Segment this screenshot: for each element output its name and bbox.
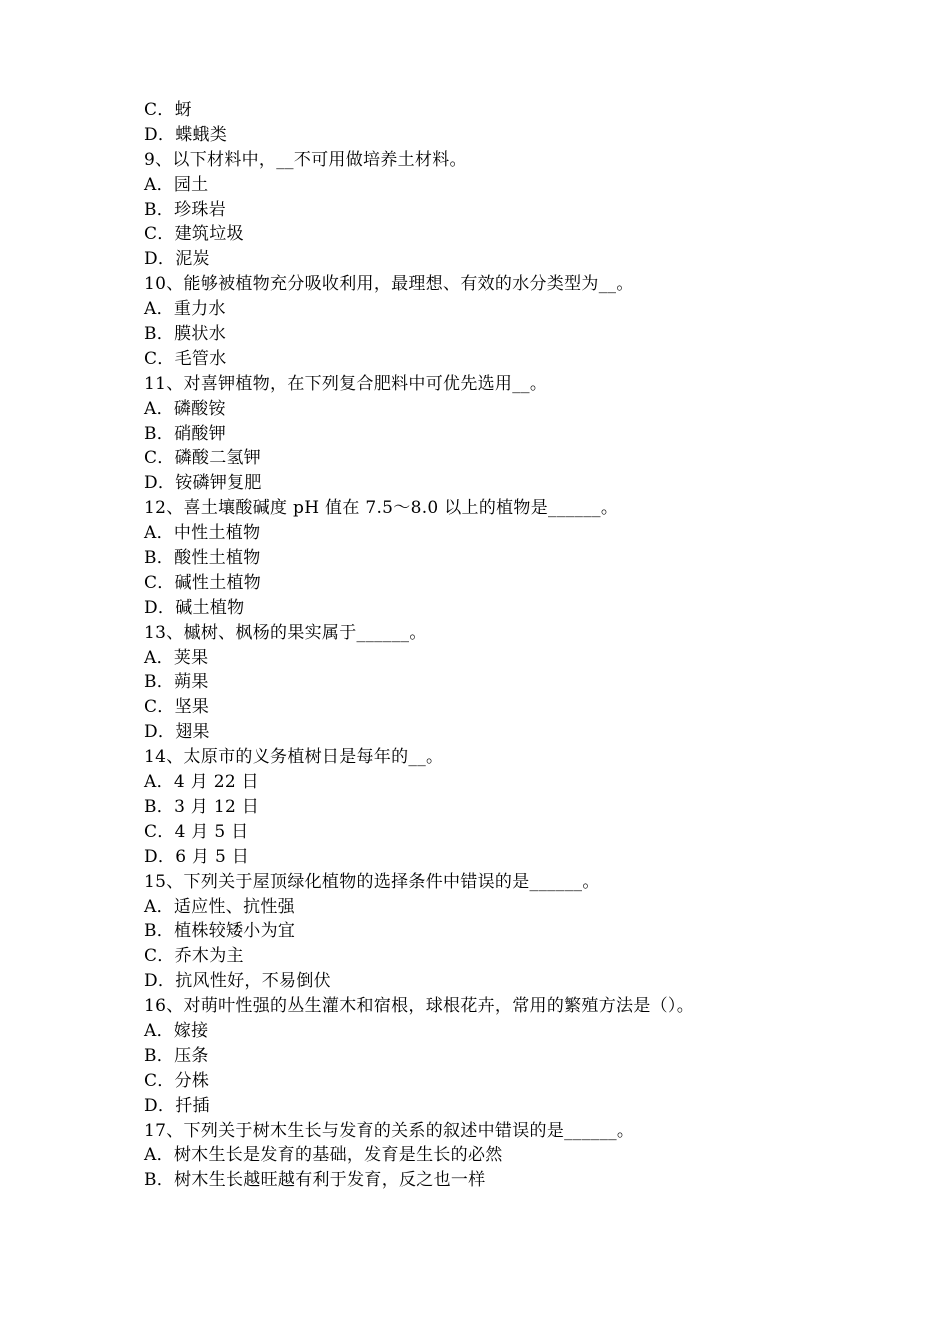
text-line: B．硝酸钾	[144, 423, 226, 444]
text-line: B．树木生长越旺越有利于发育，反之也一样	[144, 1170, 486, 1191]
text-line: A．树木生长是发育的基础，发育是生长的必然	[144, 1145, 503, 1166]
text-line: B．压条	[144, 1045, 209, 1066]
text-line: A．嫁接	[144, 1020, 209, 1041]
question-12: 12、喜土壤酸碱度 pH 值在 7.5～8.0 以上的植物是______。	[144, 498, 619, 519]
question-16: 16、对萌叶性强的丛生灌木和宿根，球根花卉，常用的繁殖方法是（）。	[144, 996, 695, 1017]
text-line: D．碱土植物	[144, 597, 245, 618]
text-line: C．乔木为主	[144, 946, 244, 967]
text-line: B．珍珠岩	[144, 199, 226, 220]
text-line: B．3 月 12 日	[144, 796, 260, 817]
text-line: C．分株	[144, 1070, 210, 1091]
text-line: C．坚果	[144, 697, 210, 718]
text-line: A．适应性、抗性强	[144, 896, 295, 917]
text-line: D．6 月 5 日	[144, 846, 250, 867]
question-text-block	[144, 98, 864, 1193]
text-line: A．园土	[144, 174, 209, 195]
text-line: C．4 月 5 日	[144, 821, 249, 842]
text-line: A．中性土植物	[144, 523, 261, 544]
text-line: A．4 月 22 日	[144, 772, 259, 793]
text-line: D．铵磷钾复肥	[144, 473, 262, 494]
question-11: 11、对喜钾植物，在下列复合肥料中可优先选用__。	[144, 373, 548, 394]
text-line: C．磷酸二氢钾	[144, 448, 262, 469]
question-14: 14、太原市的义务植树日是每年的__。	[144, 747, 444, 768]
text-line: B．酸性土植物	[144, 548, 261, 569]
question-13: 13、槭树、枫杨的果实属于______。	[144, 622, 427, 643]
text-line: B．蒴果	[144, 672, 209, 693]
text-line: D．抗风性好，不易倒伏	[144, 971, 331, 992]
text-line: B．植株较矮小为宜	[144, 921, 296, 942]
question-17: 17、下列关于树木生长与发育的关系的叙述中错误的是______。	[144, 1120, 635, 1141]
question-10: 10、能够被植物充分吸收利用，最理想、有效的水分类型为__。	[144, 274, 634, 295]
text-line: C．毛管水	[144, 348, 227, 369]
text-line: D．泥炭	[144, 249, 210, 270]
text-line: D．蝶蛾类	[144, 124, 228, 145]
text-line: A．磷酸铵	[144, 398, 226, 419]
text-line: D．翅果	[144, 722, 210, 743]
question-9: 9、以下材料中，__不可用做培养土材料。	[144, 149, 467, 170]
text-line: D．扦插	[144, 1095, 210, 1116]
text-line: A．重力水	[144, 299, 226, 320]
text-line: B．膜状水	[144, 324, 226, 345]
text-line: C．建筑垃圾	[144, 224, 244, 245]
text-line: A．荚果	[144, 647, 209, 668]
text-line: C．蚜	[144, 100, 192, 120]
question-15: 15、下列关于屋顶绿化植物的选择条件中错误的是______。	[144, 871, 600, 892]
text-line: C．碱性土植物	[144, 572, 262, 593]
